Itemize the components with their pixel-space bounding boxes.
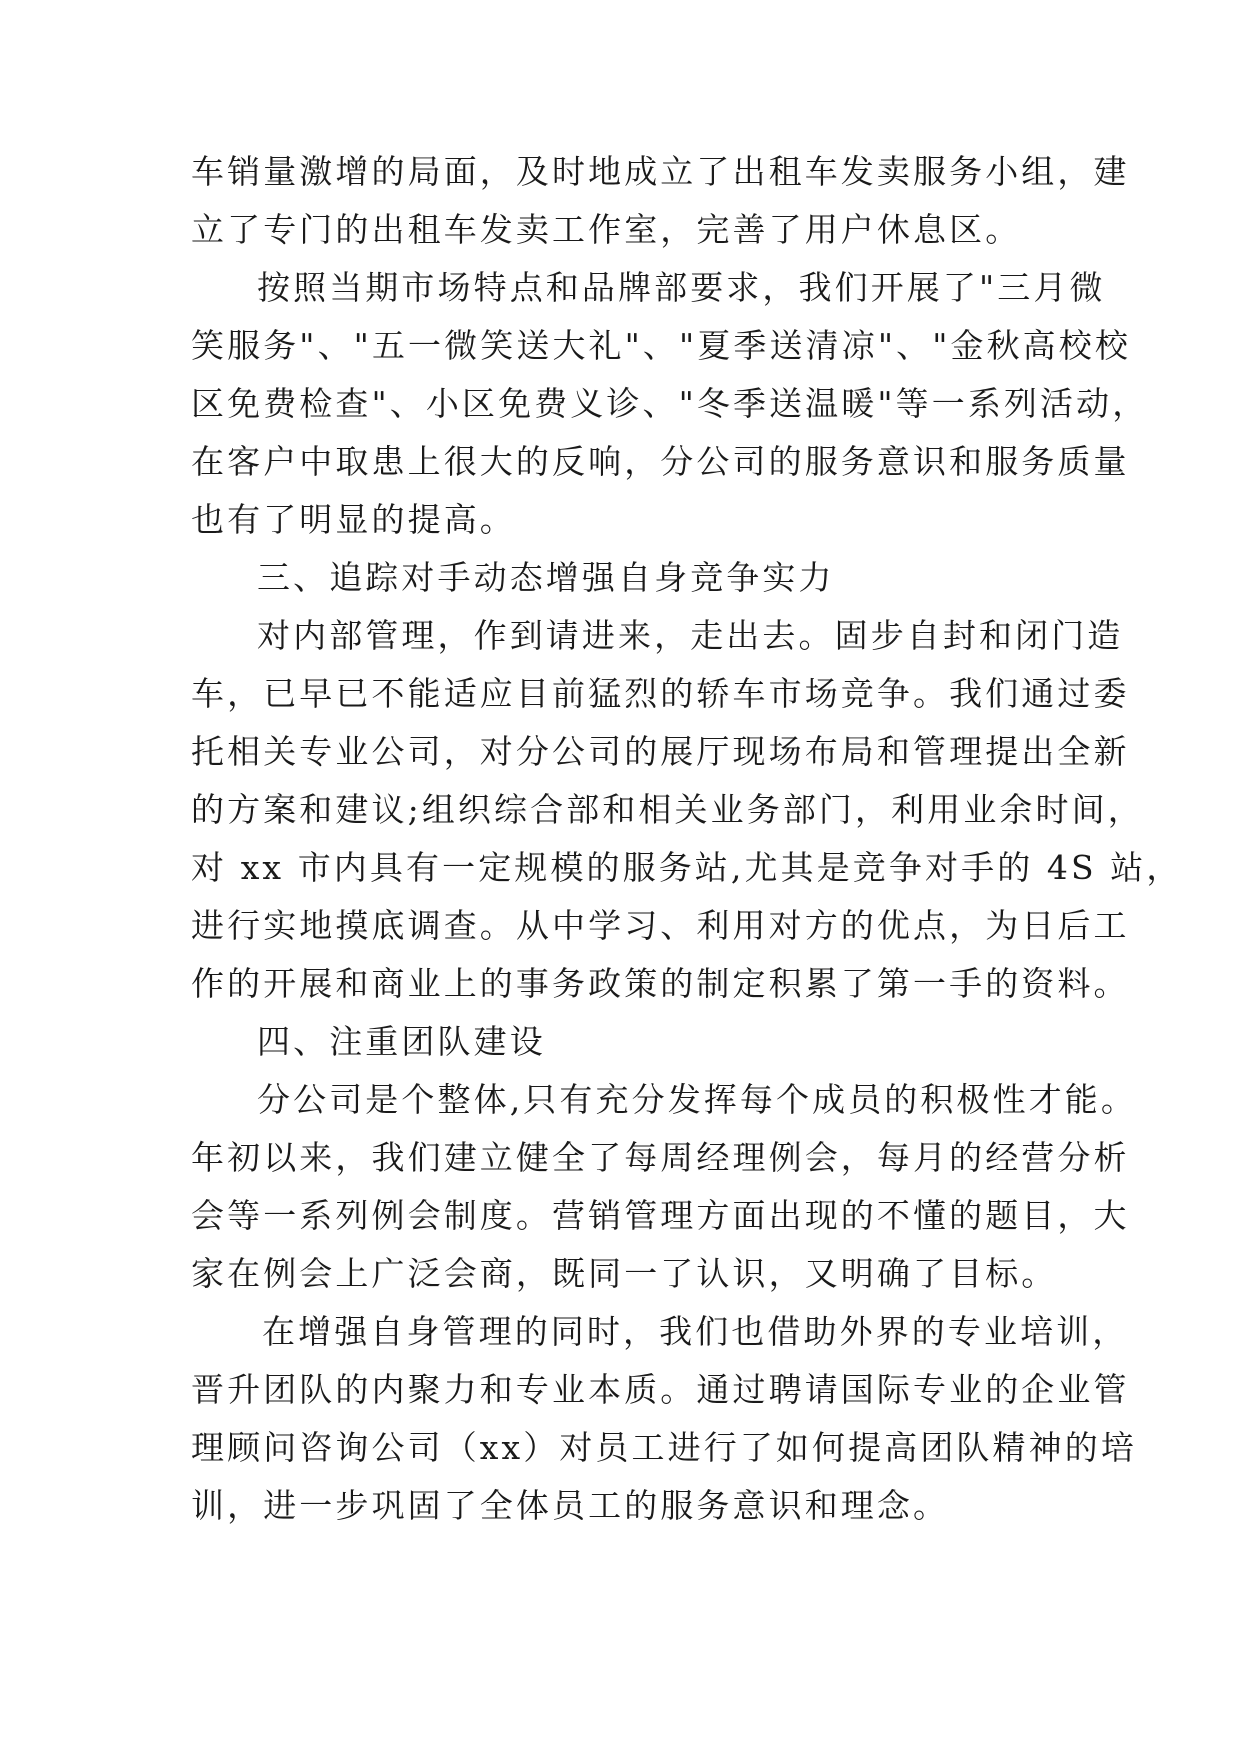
text-line-23: 理顾问咨询公司（xx）对员工进行了如何提高团队精神的培 — [191, 1428, 1137, 1467]
text-line-3: 按照当期市场特点和品牌部要求，我们开展了"三月微 — [257, 268, 1106, 307]
text-line-14: 进行实地摸底调查。从中学习、利用对方的优点，为日后工 — [191, 906, 1130, 945]
text-line-10: 车，已早已不能适应目前猛烈的轿车市场竞争。我们通过委 — [191, 674, 1130, 713]
text-line-13: 对 xx 市内具有一定规模的服务站,尤其是竞争对手的 4S 站， — [191, 848, 1183, 887]
text-line-11: 托相关专业公司，对分公司的展厅现场布局和管理提出全新 — [191, 732, 1130, 771]
section-heading-4: 四、注重团队建设 — [257, 1022, 546, 1061]
section-heading-3: 三、追踪对手动态增强自身竞争实力 — [257, 558, 835, 597]
text-line-7: 也有了明显的提高。 — [191, 500, 516, 539]
text-line-1: 车销量激增的局面，及时地成立了出租车发卖服务小组，建 — [191, 152, 1130, 191]
text-line-12: 的方案和建议;组织综合部和相关业务部门，利用业余时间， — [191, 790, 1144, 829]
text-line-20: 家在例会上广泛会商，既同一了认识，又明确了目标。 — [191, 1254, 1058, 1293]
text-line-24: 训，进一步巩固了全体员工的服务意识和理念。 — [191, 1486, 950, 1525]
text-line-15: 作的开展和商业上的事务政策的制定积累了第一手的资料。 — [191, 964, 1130, 1003]
text-line-2: 立了专门的出租车发卖工作室，完善了用户休息区。 — [191, 210, 1022, 249]
text-line-9: 对内部管理，作到请进来，走出去。固步自封和闭门造 — [257, 616, 1124, 655]
text-line-6: 在客户中取患上很大的反响，分公司的服务意识和服务质量 — [191, 442, 1130, 481]
text-line-22: 晋升团队的内聚力和专业本质。通过聘请国际专业的企业管 — [191, 1370, 1130, 1409]
text-line-21: 在增强自身管理的同时，我们也借助外界的专业培训， — [262, 1312, 1129, 1351]
text-line-4: 笑服务"、"五一微笑送大礼"、"夏季送清凉"、"金秋高校校 — [191, 326, 1131, 365]
text-line-5: 区免费检查"、小区免费义诊、"冬季送温暖"等一系列活动， — [191, 384, 1149, 423]
text-line-18: 年初以来，我们建立健全了每周经理例会，每月的经营分析 — [191, 1138, 1130, 1177]
text-line-19: 会等一系列例会制度。营销管理方面出现的不懂的题目，大 — [191, 1196, 1130, 1235]
text-line-17: 分公司是个整体,只有充分发挥每个成员的积极性才能。 — [257, 1080, 1137, 1119]
